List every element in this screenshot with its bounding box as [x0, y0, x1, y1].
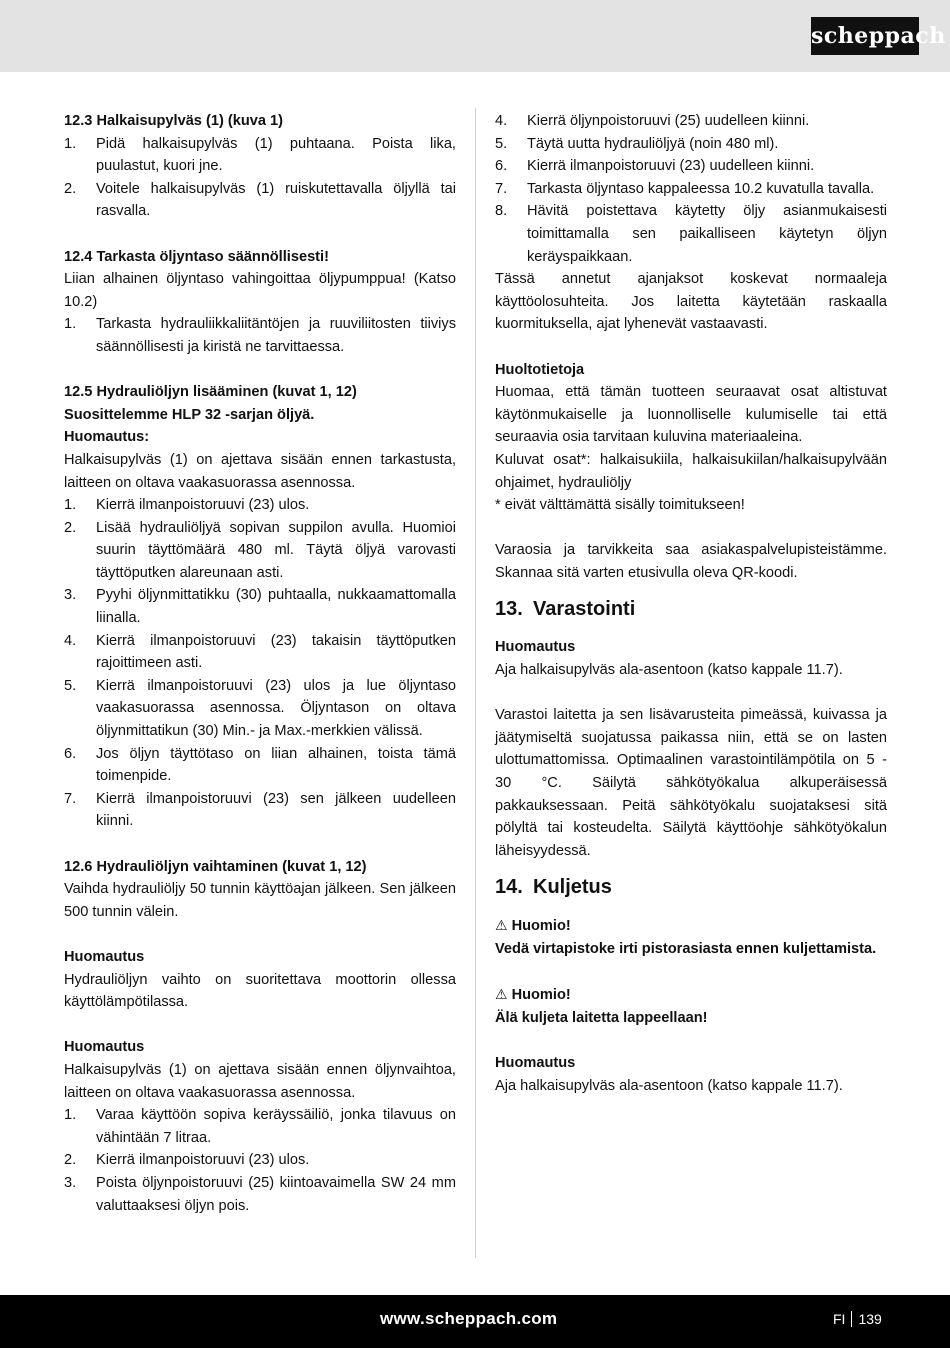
list-item-text: Pyyhi öljynmittatikku (30) puhtaalla, nukkaamattomalla liinalla.	[96, 587, 456, 627]
list-item-text: Kierrä ilmanpoistoruuvi (23) ulos.	[96, 1152, 310, 1169]
section-13-title: Varastointi	[533, 598, 636, 621]
list-item	[64, 494, 456, 517]
list-item-number: 8.	[495, 203, 508, 220]
list-item-number: 5.	[495, 135, 508, 152]
list-item-text: Varaa käyttöön sopiva keräyssäiliö, jonka tilavuus on vähintään 7 litraa.	[96, 1107, 456, 1146]
list-item	[64, 675, 456, 743]
list-item-number: 7.	[495, 180, 508, 197]
scheppach-logo: scheppach	[811, 17, 919, 55]
list-item-number: 1.	[64, 135, 77, 152]
section-12-5-note: Halkaisupylväs (1) on ajettava sisään ennen tarkastusta, laitteen on oltava vaakasuorassa asennossa.	[64, 451, 456, 491]
section-12-6-text: Vaihda hydrauliöljy 50 tunnin käyttöajan jälkeen. Sen jälkeen 500 tunnin välein.	[64, 881, 456, 920]
list-item	[495, 133, 887, 156]
warning-triangle-icon: ⚠	[495, 917, 508, 934]
wear-parts-footnote: * eivät välttämättä sisälly toimitukseen!	[495, 497, 745, 514]
section-12-6-note2-label: Huomautus	[64, 1039, 145, 1056]
list-item-number: 2.	[64, 180, 77, 197]
list-item-text: Kierrä ilmanpoistoruuvi (23) ulos ja lue öljyntaso vaakasuorassa asennossa. Öljyntason on oltava öljynmittatikun (30) Min.- ja Max.-merkkien välissä.	[96, 677, 456, 740]
spare-parts-text: Varaosia ja tarvikkeita saa asiakaspalvelupisteistämme. Skannaa sitä varten etusivulla oleva QR-koodi.	[495, 542, 887, 581]
section-14-note: Aja halkaisupylväs ala-asentoon (katso kappale 11.7).	[495, 1077, 843, 1094]
section-12-3-title: 12.3 Halkaisupylväs (1) (kuva 1)	[64, 113, 284, 129]
list-item	[64, 1149, 456, 1172]
list-item	[64, 584, 456, 629]
section-14-number: 14.	[495, 876, 523, 899]
list-item	[64, 743, 456, 788]
page-footer	[0, 1295, 950, 1348]
list-item	[64, 178, 456, 223]
list-item-text: Kierrä ilmanpoistoruuvi (23) uudelleen kiinni.	[527, 158, 815, 175]
list-item-text: Jos öljyn täyttötaso on liian alhainen, toista tämä toimenpide.	[96, 745, 456, 785]
list-item	[64, 1104, 456, 1149]
page-number-value: 139	[858, 1311, 882, 1327]
section-14-note-label: Huomautus	[495, 1054, 576, 1071]
section-13-heading	[495, 596, 887, 622]
list-item	[495, 178, 887, 201]
website-link[interactable]: www.scheppach.com	[380, 1309, 558, 1328]
section-12-6-note1-label: Huomautus	[64, 948, 145, 965]
oil-change-continued-list	[495, 110, 887, 268]
section-12-4-text: Liian alhainen öljyntaso vahingoittaa öljypumppua! (Katso 10.2)	[64, 271, 456, 310]
intervals-text: Tässä annetut ajanjaksot koskevat normaaleja käyttöolosuhteita. Jos laitetta käytetään raskaalla kuormituksella, ajat lyhenevät vastaavasti.	[495, 271, 887, 333]
list-item-text: Kierrä ilmanpoistoruuvi (23) ulos.	[96, 497, 310, 514]
warning-1-label: ⚠ Huomio!	[495, 917, 571, 935]
list-item-text: Lisää hydrauliöljyä sopivan suppilon avulla. Huomioi suurin täyttömäärä 480 ml. Täytä öljyä varovasti täyttöputken alareunaan asti.	[96, 519, 456, 581]
warning-triangle-icon: ⚠	[495, 986, 508, 1003]
list-item-text: Pidä halkaisupylväs (1) puhtaana. Poista lika, puulastut, kuori jne.	[96, 135, 456, 175]
list-item-number: 3.	[64, 1174, 77, 1191]
list-item	[64, 788, 456, 833]
list-item-text: Tarkasta öljyntaso kappaleessa 10.2 kuvatulla tavalla.	[527, 180, 875, 197]
language-code: FI	[833, 1311, 846, 1327]
section-12-4-title: 12.4 Tarkasta öljyntaso säännöllisesti!	[64, 248, 329, 265]
list-item-text: Täytä uutta hydrauliöljyä (noin 480 ml).	[527, 135, 779, 152]
page-header	[0, 0, 950, 72]
list-item	[64, 313, 456, 358]
list-item-text: Voitele halkaisupylväs (1) ruiskutettavalla öljyllä tai rasvalla.	[96, 180, 456, 220]
list-item-number: 1.	[64, 497, 77, 514]
section-14-title: Kuljetus	[533, 876, 612, 899]
list-item	[495, 110, 887, 133]
warning-2-text: Älä kuljeta laitetta lappeellaan!	[495, 1009, 708, 1026]
section-12-6-note2: Halkaisupylväs (1) on ajettava sisään ennen öljynvaihtoa, laitteen on oltava vaakasuorassa asennossa.	[64, 1061, 456, 1101]
list-item-number: 6.	[495, 158, 508, 175]
list-item-text: Kierrä öljynpoistoruuvi (25) uudelleen kiinni.	[527, 113, 810, 129]
list-item-number: 5.	[64, 677, 77, 694]
warning-2-label: ⚠ Huomio!	[495, 986, 571, 1004]
list-item	[64, 517, 456, 585]
list-item-number: 2.	[64, 519, 77, 536]
list-item-number: 7.	[64, 790, 77, 807]
list-item-number: 3.	[64, 587, 77, 604]
page-number	[833, 1311, 882, 1327]
list-item-number: 6.	[64, 745, 77, 762]
section-12-5-list	[64, 494, 456, 833]
right-column	[495, 110, 887, 1097]
section-12-4-list	[64, 313, 456, 358]
list-item	[495, 155, 887, 178]
list-item-number: 4.	[64, 632, 77, 649]
list-item-number: 2.	[64, 1152, 77, 1169]
warning-1-text: Vedä virtapistoke irti pistorasiasta ennen kuljettamista.	[495, 941, 877, 957]
list-item-text: Tarkasta hydrauliikkaliitäntöjen ja ruuviliitosten tiiviys säännöllisesti ja kiristä ne tarvittaessa.	[96, 316, 456, 355]
column-divider	[475, 108, 476, 1258]
section-13-note-label: Huomautus	[495, 639, 576, 656]
section-12-5-subtitle: Suosittelemme HLP 32 -sarjan öljyä.	[64, 406, 315, 423]
section-12-3-list	[64, 133, 456, 223]
wear-parts-text: Kuluvat osat*: halkaisukiila, halkaisukiilan/halkaisupylvään ohjaimet, hydrauliöljy	[495, 451, 887, 491]
section-14-heading	[495, 874, 887, 900]
left-column	[64, 110, 456, 1217]
list-item-text: Kierrä ilmanpoistoruuvi (23) sen jälkeen uudelleen kiinni.	[96, 790, 456, 830]
list-item-text: Poista öljynpoistoruuvi (25) kiintoavaimella SW 24 mm valuttaaksesi öljyn pois.	[96, 1174, 456, 1214]
section-13-text: Varastoi laitetta ja sen lisävarusteita pimeässä, kuivassa ja jäätymiseltä suojatussa paikassa niin, että se on lasten ulottumattomissa. Optimaalinen varastointilämpötila on 5 - 30 °C. Säilytä sähkötyökalua alkuperäisessä pakkauksessaan. Peitä sähkötyökalu suojataksesi sitä pölyltä tai kosteudelta. Säilytä käyttöohje sähkötyökalun läheisyydessä.	[495, 707, 887, 859]
section-12-6-list	[64, 1104, 456, 1217]
section-13-number: 13.	[495, 598, 523, 621]
section-13-note: Aja halkaisupylväs ala-asentoon (katso kappale 11.7).	[495, 662, 843, 679]
service-info-text: Huomaa, että tämän tuotteen seuraavat osat altistuvat käytönmukaiselle ja luonnolliselle kulumiselle tai että seuraavia osia tarvitaan kuluvina materiaaleina.	[495, 384, 887, 446]
service-info-title: Huoltotietoja	[495, 361, 585, 378]
section-12-6-title: 12.6 Hydrauliöljyn vaihtaminen (kuvat 1, 12)	[64, 858, 367, 875]
list-item	[64, 1172, 456, 1217]
list-item	[64, 630, 456, 675]
section-12-6-note1: Hydrauliöljyn vaihto on suoritettava moottorin ollessa käyttölämpötilassa.	[64, 971, 456, 1011]
list-item	[495, 200, 887, 268]
list-item-number: 1.	[64, 1107, 77, 1124]
section-12-5-title: 12.5 Hydrauliöljyn lisääminen (kuvat 1, 12)	[64, 384, 357, 401]
list-item-number: 4.	[495, 113, 508, 129]
list-item	[64, 133, 456, 178]
list-item-text: Hävitä poistettava käytetty öljy asianmukaisesti toimittamalla sen paikalliseen käytetyn öljyn keräyspaikkaan.	[527, 203, 887, 265]
section-12-5-note-label: Huomautus:	[64, 429, 150, 446]
list-item-number: 1.	[64, 316, 77, 333]
list-item-text: Kierrä ilmanpoistoruuvi (23) takaisin täyttöputken rajoittimeen asti.	[96, 632, 456, 672]
